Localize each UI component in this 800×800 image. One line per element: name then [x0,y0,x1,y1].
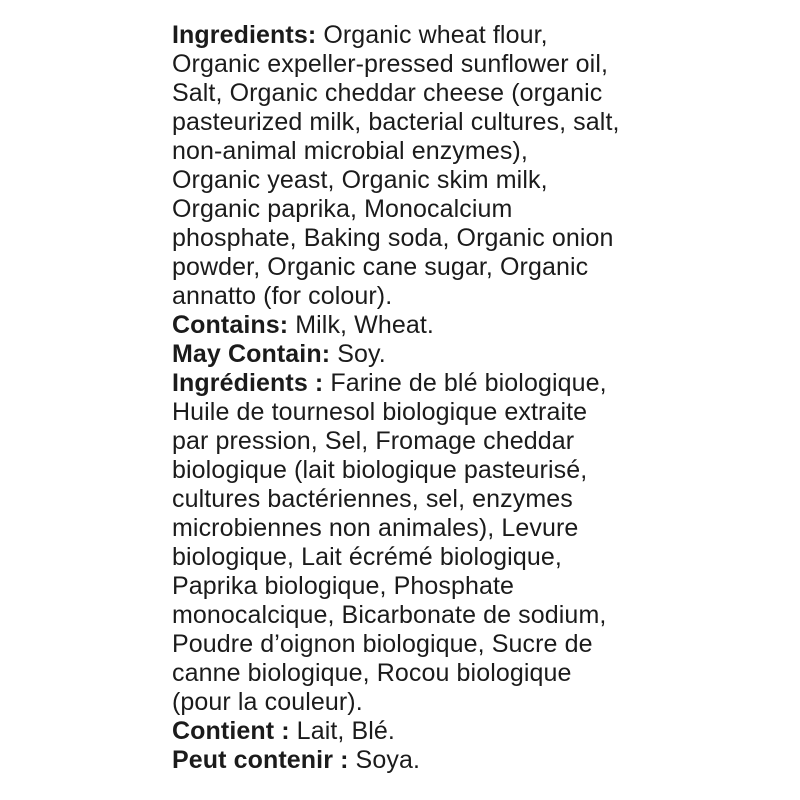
label-line [172,50,662,79]
label-line [172,688,662,717]
label-text: Salt, Organic cheddar cheese (organic [172,79,603,107]
section-ingredients-fr [172,369,662,717]
section-contains-en [172,311,662,340]
label-text: phosphate, Baking soda, Organic onion [172,224,614,252]
ingredient-label [172,21,662,775]
label-line [172,21,662,50]
label-line [172,398,662,427]
label-bold-lead-in: Ingredients: [172,21,317,49]
label-text: Huile de tournesol biologique extraite [172,398,588,426]
label-line [172,340,662,369]
label-text: Organic paprika, Monocalcium [172,195,513,223]
label-text: canne biologique, Rocou biologique [172,659,572,687]
label-line [172,282,662,311]
label-text: biologique (lait biologique pasteurisé, [172,456,588,484]
label-bold-lead-in: Ingrédients : [172,369,324,397]
label-text: annatto (for colour). [172,282,393,310]
label-text: Paprika biologique, Phosphate [172,572,515,600]
label-line [172,659,662,688]
section-contains-fr [172,717,662,746]
section-ingredients-en [172,21,662,311]
label-line [172,311,662,340]
label-text: par pression, Sel, Fromage cheddar [172,427,575,455]
label-text: Poudre d’oignon biologique, Sucre de [172,630,593,658]
label-line [172,427,662,456]
section-may-contain-fr [172,746,662,775]
label-line [172,166,662,195]
label-line [172,601,662,630]
label-text: microbiennes non animales), Levure [172,514,579,542]
label-text: Soy. [330,340,386,368]
label-text: (pour la couleur). [172,688,363,716]
label-text: Organic yeast, Organic skim milk, [172,166,548,194]
label-bold-lead-in: May Contain: [172,340,331,368]
label-text: pasteurized milk, bacterial cultures, salt, [172,108,620,136]
label-text: powder, Organic cane sugar, Organic [172,253,589,281]
label-text: monocalcique, Bicarbonate de sodium, [172,601,607,629]
label-text: Lait, Blé. [289,717,395,745]
label-bold-lead-in: Contains: [172,311,289,339]
label-text: Organic wheat flour, [316,21,548,49]
label-line [172,572,662,601]
label-line [172,108,662,137]
label-line [172,195,662,224]
label-line [172,630,662,659]
label-line [172,746,662,775]
label-text: Milk, Wheat. [288,311,434,339]
section-may-contain-en [172,340,662,369]
label-line [172,456,662,485]
label-line [172,224,662,253]
label-line [172,79,662,108]
label-line [172,717,662,746]
label-line [172,137,662,166]
label-line [172,369,662,398]
label-bold-lead-in: Contient : [172,717,290,745]
label-line [172,253,662,282]
label-text: Soya. [348,746,420,774]
label-text: non-animal microbial enzymes), [172,137,528,165]
label-text: Organic expeller-pressed sunflower oil, [172,50,609,78]
label-line [172,514,662,543]
label-bold-lead-in: Peut contenir : [172,746,349,774]
label-text: cultures bactériennes, sel, enzymes [172,485,573,513]
label-line [172,485,662,514]
label-text: Farine de blé biologique, [323,369,607,397]
label-text: biologique, Lait écrémé biologique, [172,543,562,571]
label-line [172,543,662,572]
